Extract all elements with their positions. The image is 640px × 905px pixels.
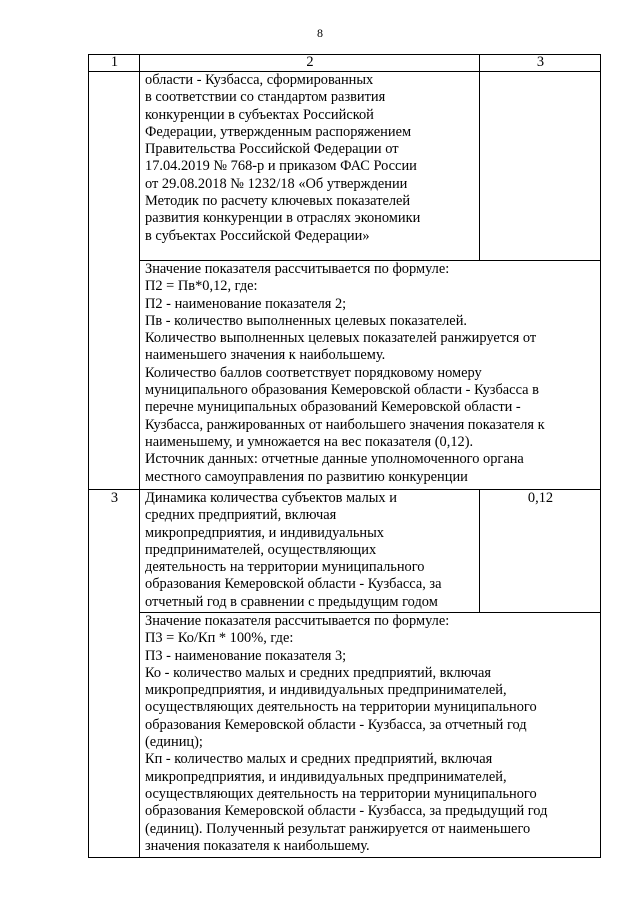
table-row — [89, 490, 601, 613]
column-header-2: 2 — [140, 55, 480, 72]
column-header-3: 3 — [480, 55, 601, 72]
formula-description-cell: Значение показателя рассчитывается по формуле: П3 = Ко/Кп * 100%, где: П3 - наименование показателя 3; Ко - количество малых и средних предприятий, включая микропредприятия, и индивидуальных предпринимателей, осуществляющих деятельность на территории муниципального образования Кемеровской области - Кузбасса, за отчетный год (единиц); Кп - количество малых и средних предприятий, включая микропредприятия, и индивидуальных предпринимателей, осуществляющих деятельность на территории муниципального образования Кемеровской области - Кузбасса, за предыдущий год (единиц). Полученный результат ранжируется от наименьшего значения показателя к наибольшему. — [140, 613, 601, 858]
indicator-name-cell: области - Кузбасса, сформированных в соответствии со стандартом развития конкуренции в субъектах Российской Федерации, утвержденным распоряжением Правительства Российской Федерации от 17.04.2019 № 768-р и приказом ФАС России от 29.08.2018 № 1232/18 «Об утверждении Методик по расчету ключевых показателей развития конкуренции в отраслях экономики в субъектах Российской Федерации» — [140, 72, 480, 261]
table-header-row — [89, 55, 601, 72]
page-number: 8 — [317, 26, 323, 40]
column-header-1: 1 — [89, 55, 140, 72]
indicator-weight-cell: 0,12 — [480, 490, 601, 613]
row-number-cell — [89, 72, 140, 490]
indicator-name-cell: Динамика количества субъектов малых и средних предприятий, включая микропредприятия, и индивидуальных предпринимателей, осуществляющих деятельность на территории муниципального образования Кемеровской области - Кузбасса, за отчетный год в сравнении с предыдущим годом — [140, 490, 480, 613]
table-row — [89, 613, 601, 858]
row-number-cell: 3 — [89, 490, 140, 858]
table-row — [89, 72, 601, 261]
indicator-weight-cell — [480, 72, 601, 261]
indicator-table — [88, 54, 601, 858]
table-row — [89, 261, 601, 490]
formula-description-cell: Значение показателя рассчитывается по формуле: П2 = Пв*0,12, где: П2 - наименование показателя 2; Пв - количество выполненных целевых показателей. Количество выполненных целевых показателей ранжируется от наименьшего значения к наибольшему. Количество баллов соответствует порядковому номеру муниципального образования Кемеровской области - Кузбасса в перечне муниципальных образований Кемеровской области - Кузбасса, ранжированных от наибольшего значения показателя к наименьшему, и умножается на вес показателя (0,12). Источник данных: отчетные данные уполномоченного органа местного самоуправления по развитию конкуренции — [140, 261, 601, 490]
